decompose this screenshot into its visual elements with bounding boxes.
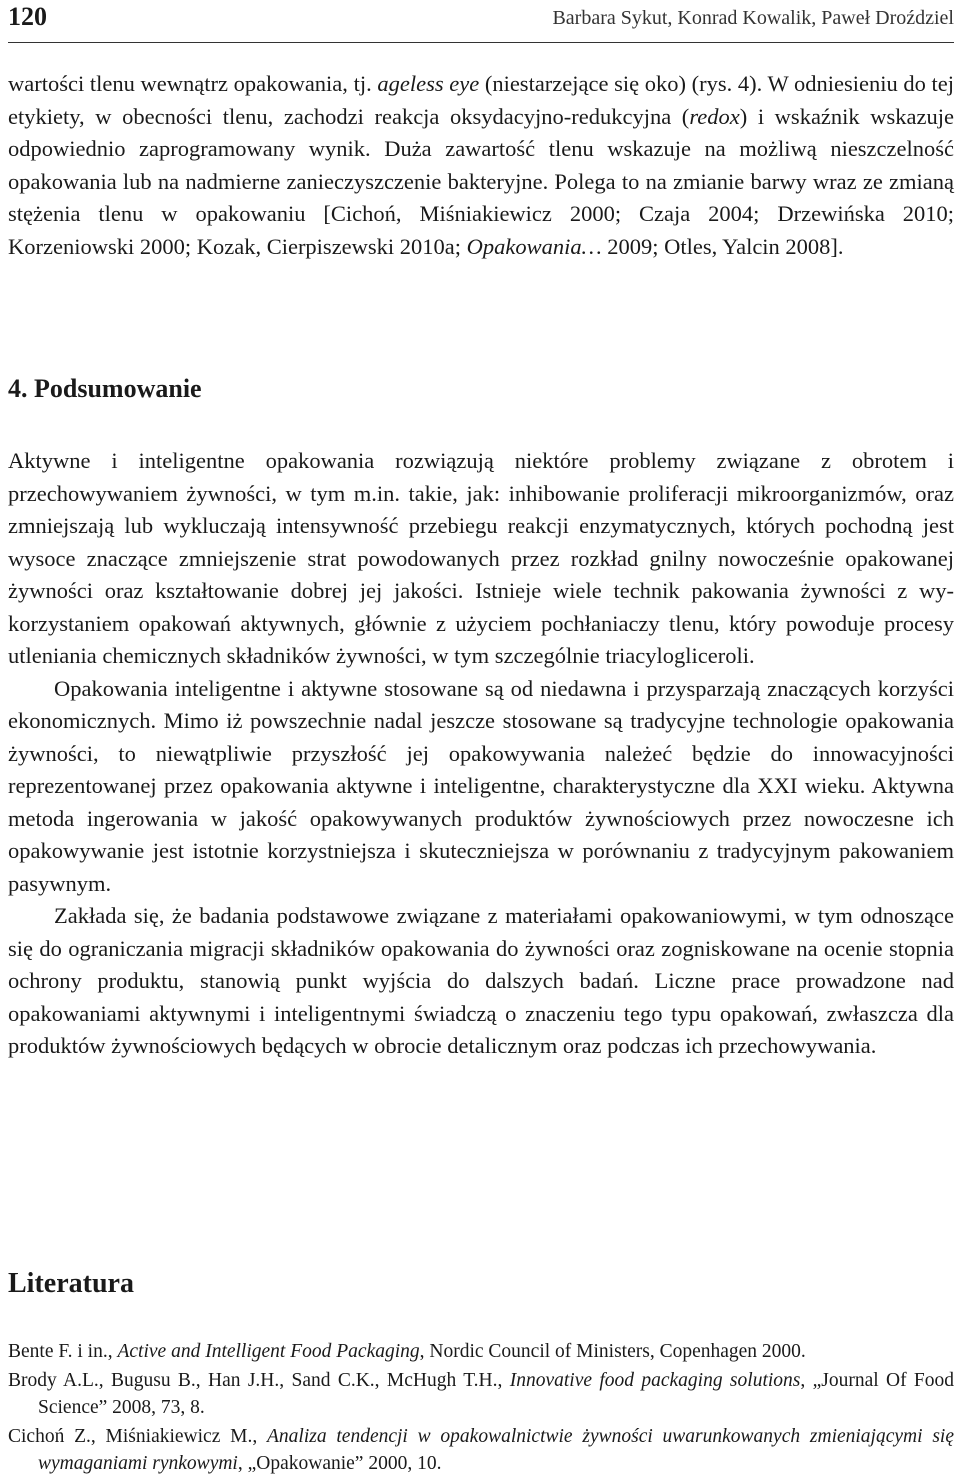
literature-heading: Literatura [8, 1268, 134, 1299]
continuation-text [8, 68, 954, 263]
text-run: 2009; Otles, Yalcin 2008]. [601, 233, 844, 259]
reference-item [8, 1338, 954, 1366]
reference-item [8, 1423, 954, 1478]
paragraph: Zakłada się, że badania podstawowe związane z materiałami opakowaniowymi, w tym odnoszące się do ograniczania migracji składników opakowania do żywności oraz zogniskowane na ocenie stopnia ochrony produktu, stanowią punkt wyjścia do dalszych badań. Liczne prace prowadzone nad opakowaniami aktywnymi i inteligentnymi świadczą o znaczeniu tego typu opakowań, zwłaszcza dla produktów żywnościowych będących w obrocie detalicznym oraz podczas ich przechowywania. [8, 903, 954, 1058]
reference-authors: Brody A.L., Bugusu B., Han J.H., Sand C.K., McHugh T.H., [8, 1369, 510, 1391]
reference-source: , „Opakowanie” 2000, 10. [237, 1453, 442, 1474]
paragraph: Opakowania inteligentne i aktywne stosowane są od niedawna i przysparzają znaczących korzyści ekonomicznych. Mimo iż powszechnie nadal jeszcze stosowane są tradycyjne technologie opakowania żywności, to niewątpliwie przyszłość jej opakowywania należeć będzie do innowacyjności reprezentowanej przez opakowania aktywne i inteligentne, charakterystyczne dla XXI wieku. Aktywna metoda ingerowania w jakość opakowywanych produktów żywnościowych przez nowoczesne ich opakowywanie jest istotnie korzystniejsza i skuteczniejsza w porównaniu z tradycyjnym pakowaniem pasywnym. [8, 675, 954, 896]
reference-item [8, 1367, 954, 1422]
reference-title: Analiza tendencji w opakowalnictwie żywności uwarunkowanych zmieniającymi się wymaganiami rynkowymi [38, 1425, 954, 1474]
header-authors: Barbara Sykut, Konrad Kowalik, Paweł Droździel [552, 7, 954, 29]
text-run: wartości tlenu wewnątrz opakowania, tj. [8, 71, 378, 96]
section-heading: 4. Podsumowanie [8, 374, 202, 403]
text-run: (niestarzejące się oko) (rys. 4). W odniesieniu do tej etykiety, w obecności tlenu, zachodzi reakcja oksydacyjno-redukcyjna ( [8, 71, 954, 129]
reference-authors: Cichoń Z., Miśniakiewicz M., [8, 1425, 268, 1447]
italic-term-redox: redox [689, 103, 740, 129]
reference-title: Innovative food packaging solutions [509, 1369, 801, 1391]
running-head [8, 0, 954, 43]
summary-text [8, 445, 954, 1063]
text-run: ) i wskaźnik wskazuje odpowiednio zaprogramowany wynik. Duża zawartość tlenu wskazuje na możliwą nieszczelność opakowania lub na nadmierne zanieczyszczenie bakteryjne. Polega to na zmianie barwy wraz ze zmianą stężenia tlenu w opakowaniu [Cichoń, Miśniakiewicz 2000; Czaja 2004; Drzewińska 2010; Korzeniowski 2000; Kozak, Cierpiszewski 2010a; [8, 103, 954, 259]
italic-term-ageless-eye: ageless eye [377, 71, 480, 96]
reference-authors: Bente F. i in., [8, 1341, 118, 1362]
reference-title: Active and Intelligent Food Packaging [117, 1341, 420, 1362]
document-page [8, 0, 954, 1479]
reference-source: , „Journal Of Food Science” 2008, 73, 8. [38, 1369, 955, 1418]
page-number: 120 [8, 2, 47, 31]
paragraph [8, 68, 954, 263]
reference-list [8, 1338, 954, 1479]
reference-source: , Nordic Council of Ministers, Copenhagen 2000. [419, 1341, 806, 1362]
paragraph: Aktywne i inteligentne opakowania rozwiązują niektóre problemy związane z obrotem i przechowywaniem żywności, w tym m.in. takie, jak: inhibowanie proliferacji mikroorganizmów, oraz zmniejszają lub wykluczają intensywność przebiegu reakcji enzymatycznych, których pochodną jest wysoce znaczące zmniejszenie strat powodowanych przez rozkład gnilny nowocześnie opakowanej żywności oraz kształtowanie dobrej jej jakości. Istnieje wiele technik pakowania żywności z wykorzystaniem opakowań aktywnych, głównie z użyciem pochłaniaczy tlenu, który powoduje procesy utleniania chemicznych składników żywności, w tym szczególnie triacylogliceroli. [8, 448, 954, 668]
italic-citation: Opakowania… [466, 233, 602, 259]
